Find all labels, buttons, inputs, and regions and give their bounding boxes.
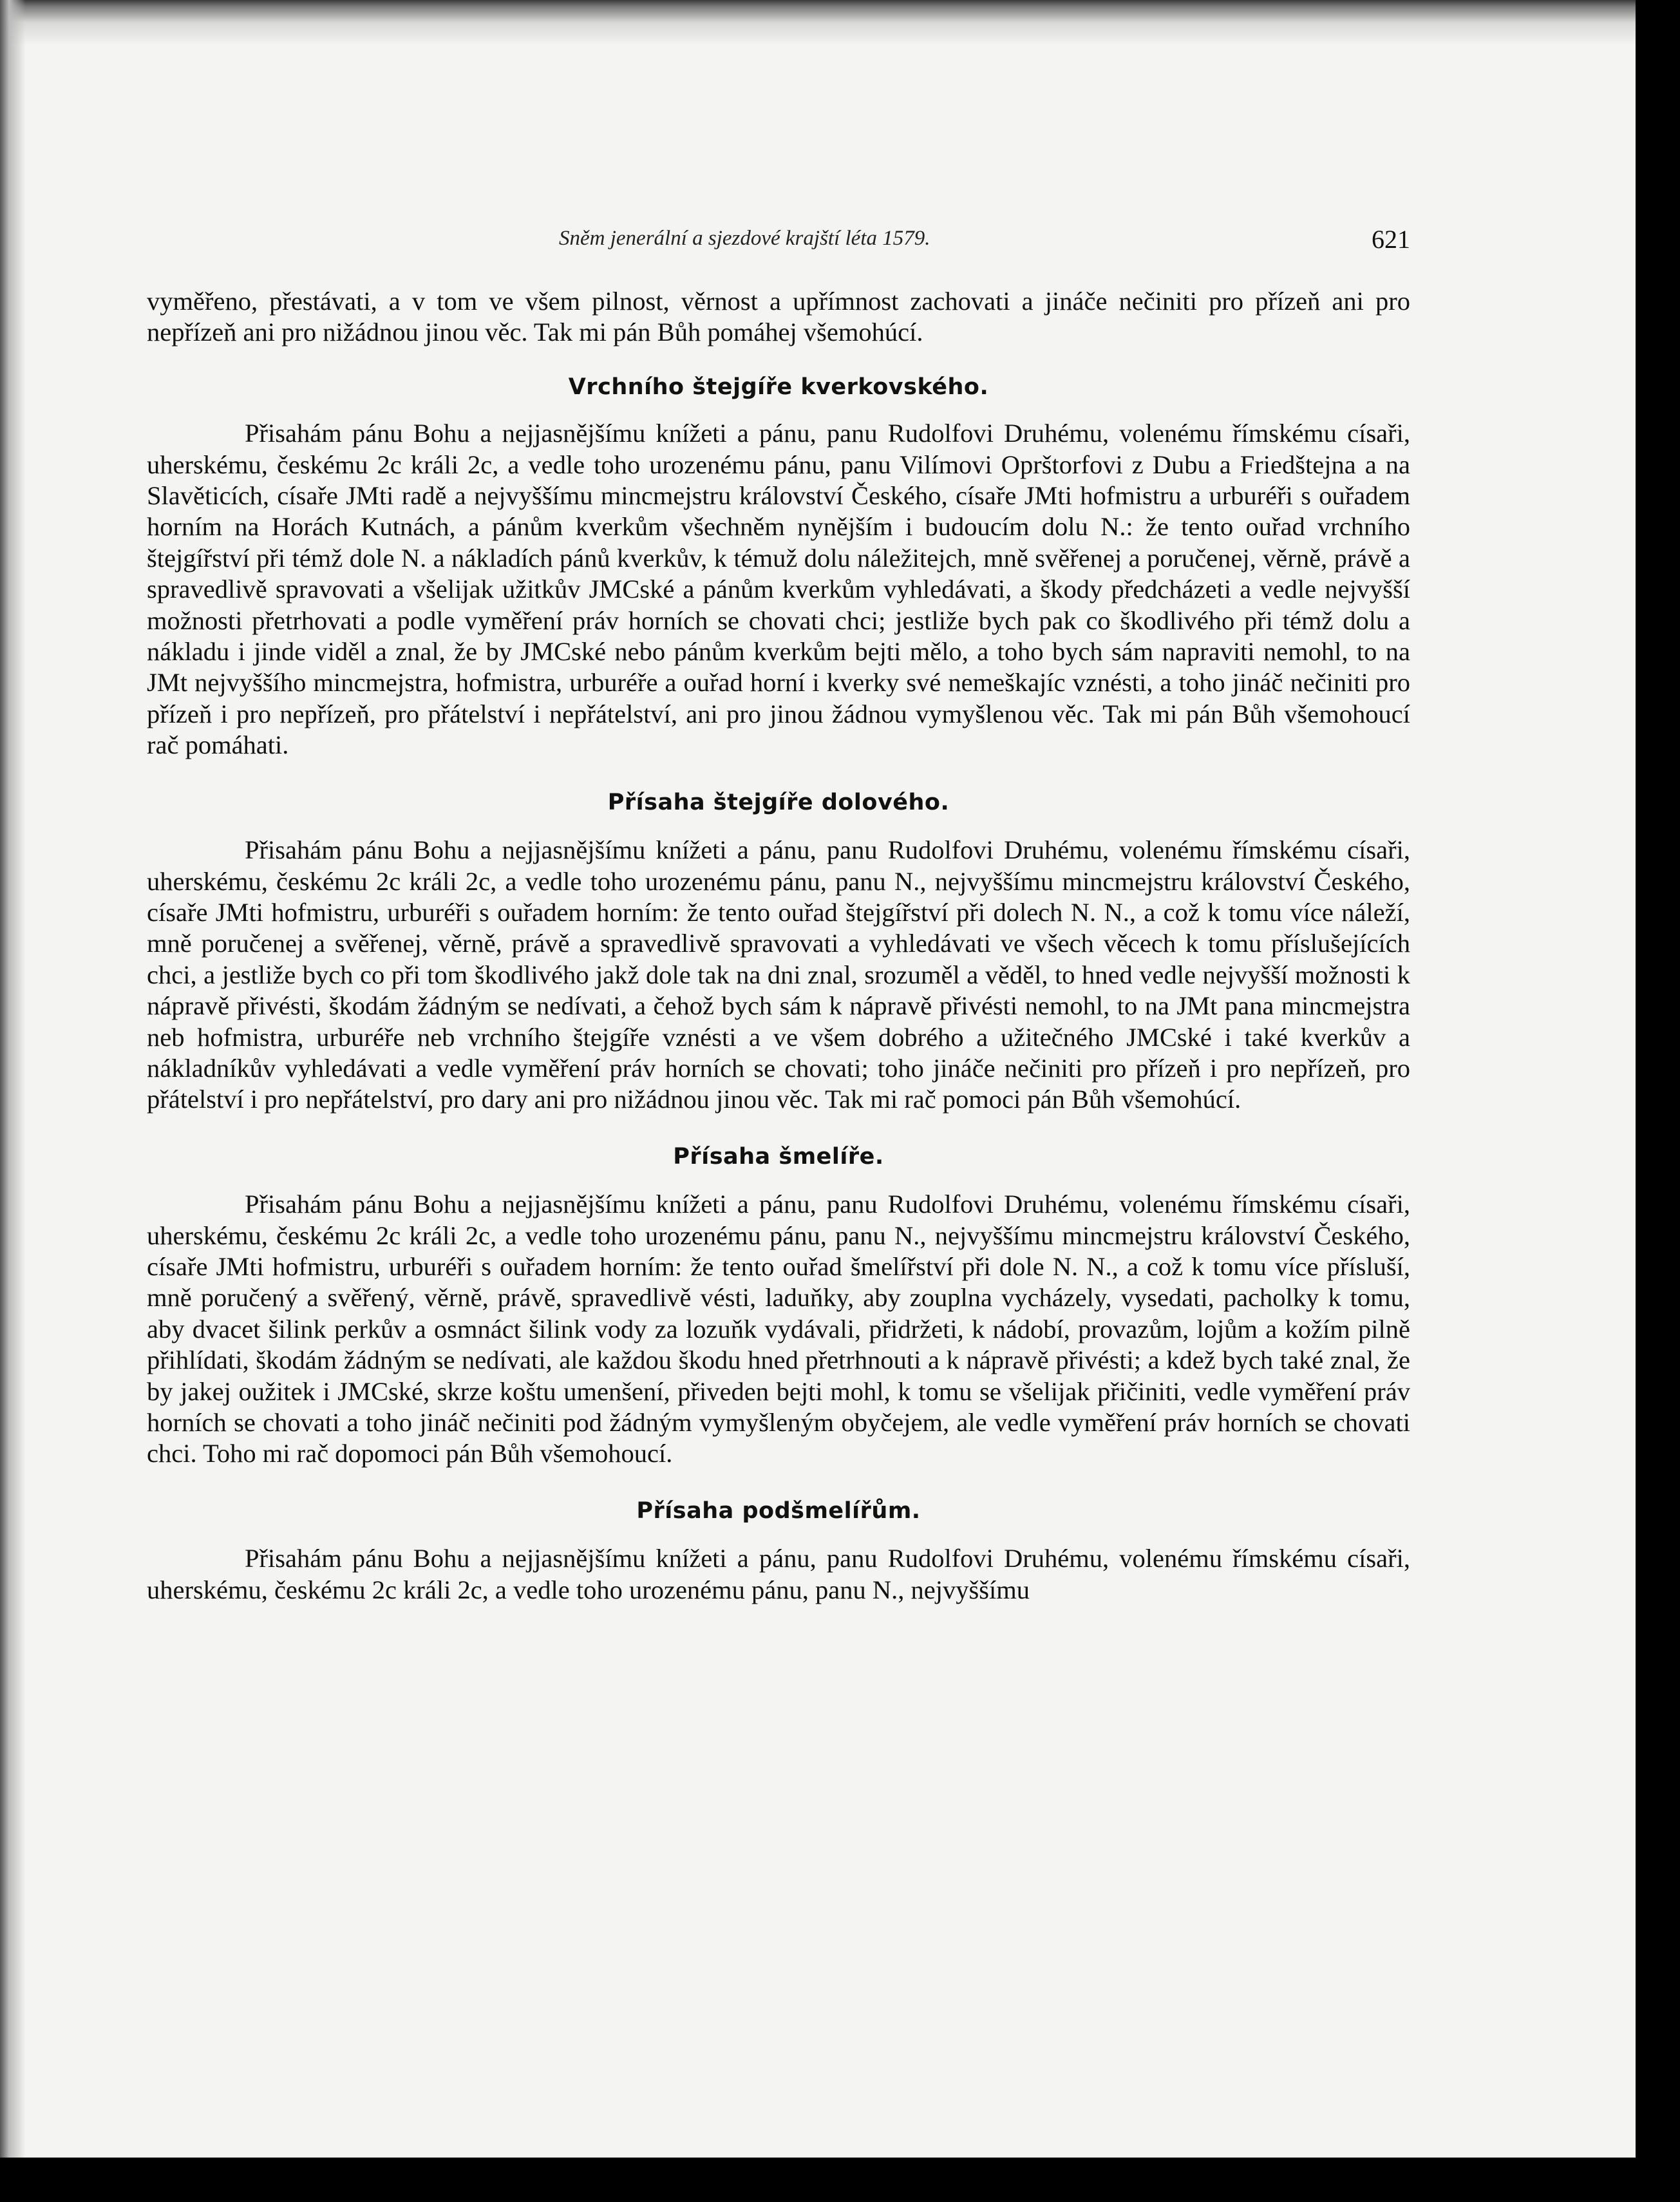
section-heading: Přísaha štejgíře dolového. — [607, 789, 950, 815]
page-left-shadow — [0, 0, 26, 2158]
intro-paragraph: vyměřeno, přestávati, a v tom ve všem pilnost, věrnost a upřímnost zachovati a jináče nečiniti pro přízeň ani pro nepřízeň ani pro nižádnou jinou věc. Tak mi pán Bůh pomáhej všemohúcí. — [147, 287, 1410, 347]
section-paragraph: Přisahám pánu Bohu a nejjasnějšímu knížeti a pánu, panu Rudolfovi Druhému, volenému římskému císaři, uherskému, českému 2c králi 2c, a vedle toho urozenému pánu, panu N., nejvyššímu mincmejstru království Českého, císaře JMti hofmistru, urburéři s ouřadem horním: že tento ouřad štejgířství při dolech N. N., a což k tomu více náleží, mně poručenej a svěřenej, věrně, právě a spravedlivě spravovati a vyhledávati ve všech věcech k tomu příslušejících chci, a jestliže bych co při tom škodlivého jakž dole tak na dni znal, srozuměl a věděl, to hned vedle nejvyšší možnosti k nápravě přivésti, škodám žádným se nedívati, a čehož bych sám k nápravě přivésti nemohl, to na JMt pana mincmejstra neb hofmistra, urburéře neb vrchního štejgíře vznésti a ve všem dobrého a užitečného JMCské i také kverkův a nákladníkův vyhledávati a vedle vyměření práv horních se chovati; toho jináče nečiniti pro přízeň i pro nepřízeň, pro přátelství i pro nepřátelství, pro dary ani pro nižádnou jinou věc. Tak mi rač pomoci pán Bůh všemohúcí. — [147, 835, 1410, 1114]
section-heading: Přísaha šmelíře. — [673, 1143, 884, 1170]
section-paragraph: Přisahám pánu Bohu a nejjasnějšímu knížeti a pánu, panu Rudolfovi Druhému, volenému římskému císaři, uherskému, českému 2c králi 2c, a vedle toho urozenému pánu, panu N., nejvyššímu — [147, 1544, 1410, 1604]
section-heading: Vrchního štejgíře kverkovského. — [568, 374, 989, 400]
page-body — [147, 286, 1410, 1606]
page-header — [147, 222, 1410, 260]
section-paragraph: Přisahám pánu Bohu a nejjasnějšímu knížeti a pánu, panu Rudolfovi Druhému, volenému římskému císaři, uherskému, českému 2c králi 2c, a vedle toho urozenému pánu, panu N., nejvyššímu mincmejstru království Českého, císaře JMti hofmistru, urburéři s ouřadem horním: že tento ouřad šmelířství při dole N. N., a což k tomu více přísluší, mně poručený a svěřený, věrně, právě, spravedlivě vésti, laduňky, aby zouplna vycházely, vysedati, pacholky k tomu, aby dvacet šilink perkův a osmnáct šilink vody za lozuňk vydávali, přidržeti, k nádobí, provazům, lojům a kožím pilně přihlídati, škodám žádným se nedívati, ale každou škodu hned přetrhnouti a k nápravě přivésti; a kdež bych také znal, že by jakej oužitek i JMCské, skrze koštu umenšení, přiveden bejti mohl, k tomu se všelijak přičiniti, vedle vyměření práv horních se chovati a toho jináč nečiniti pod žádným vymyšleným obyčejem, ale vedle vyměření práv horních se chovati chci. Toho mi rač dopomoci pán Bůh všemohoucí. — [147, 1190, 1410, 1468]
page-number: 621 — [1372, 225, 1410, 254]
page-top-shadow — [0, 0, 1636, 45]
running-title: Sněm jenerální a sjezdové krajští léta 1579. — [559, 227, 930, 250]
section-heading: Přísaha podšmelířům. — [636, 1497, 921, 1524]
section-paragraph: Přisahám pánu Bohu a nejjasnějšímu knížeti a pánu, panu Rudolfovi Druhému, volenému římskému císaři, uherskému, českému 2c králi 2c, a vedle toho urozenému pánu, panu Vilímovi Oprštorfovi z Dubu a Friedštejna a na Slavěticích, císaře JMti radě a nejvyššímu mincmejstru království Českého, císaře JMti hofmistru a urburéři s ouřadem horním na Horách Kutnách, a pánům kverkům všechněm nynějším i budoucím dolu N.: že tento ouřad vrchního štejgířství při témž dole N. a nákladích pánů kverkův, k témuž dolu náležitejch, mně svěřenej a poručenej, věrně, právě a spravedlivě spravovati a všelijak užitkův JMCské a pánům kverkům vyhledávati, a škody předcházeti a vedle nejvyšší možnosti přetrhovati a podle vyměření práv horních se chovati chci; jestliže bych pak co škodlivého při témž dolu a nákladu i jinde viděl a znal, že by JMCské nebo pánům kverkům bejti mělo, a toho bych sám napraviti nemohl, to na JMt nejvyššího mincmejstra, hofmistra, urburéře a ouřad horní i kverky své nemeškajíc vznésti, a toho jináč nečiniti pro přízeň i pro nepřízeň, pro přátelství i nepřátelství, ani pro jinou žádnou vymyšlenou věc. Tak mi pán Bůh všemohoucí rač pomáhati. — [147, 419, 1410, 760]
